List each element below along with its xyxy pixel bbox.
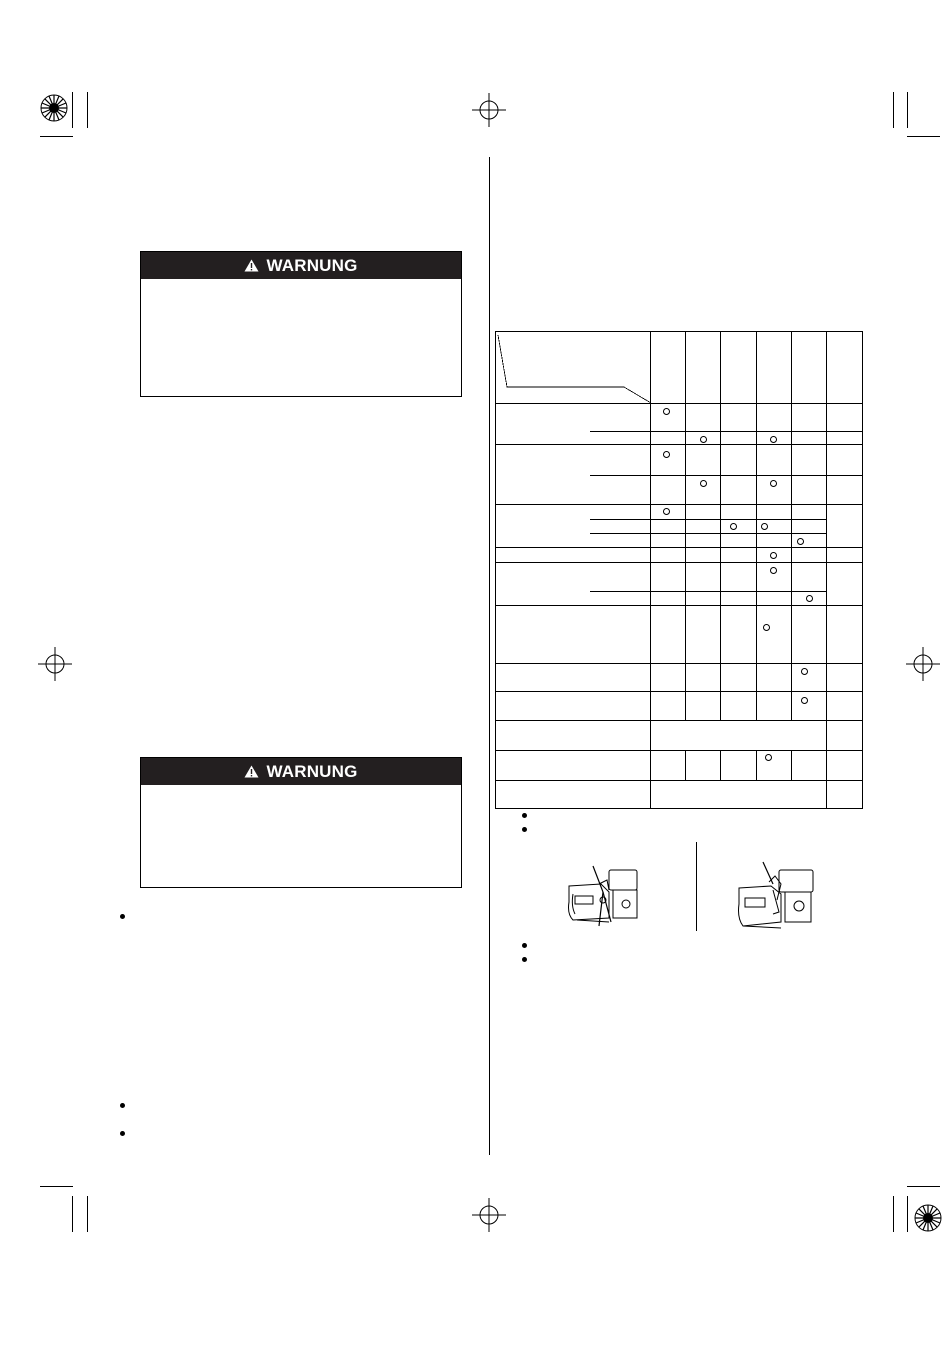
table-marker: [770, 552, 777, 559]
warning-triangle-icon: [244, 259, 259, 272]
registration-mark-icon: [36, 90, 72, 126]
crop-mark: [72, 92, 73, 128]
crop-mark: [72, 1196, 73, 1232]
table-marker: [797, 538, 804, 545]
table-marker: [663, 508, 670, 515]
list-bullet: [522, 943, 527, 948]
crop-mark: [907, 92, 908, 128]
crosshair-icon: [472, 93, 506, 127]
crosshair-icon: [472, 1198, 506, 1232]
crop-mark: [907, 136, 940, 137]
crop-mark: [893, 1196, 894, 1232]
engine-illustration-right: [733, 860, 823, 932]
table-marker: [770, 567, 777, 574]
crop-mark: [893, 92, 894, 128]
table-marker: [663, 451, 670, 458]
registration-mark-icon: [910, 1200, 946, 1236]
table-marker: [763, 624, 770, 631]
list-bullet: [522, 957, 527, 962]
warning-heading: WARNUNG: [266, 255, 358, 275]
crop-mark: [40, 1186, 73, 1187]
table-marker: [700, 436, 707, 443]
crosshair-icon: [38, 647, 72, 681]
engine-illustration-left: [563, 862, 643, 932]
crosshair-icon: [906, 647, 940, 681]
maintenance-schedule-table: [490, 325, 870, 815]
table-marker: [765, 754, 772, 761]
list-bullet: [522, 827, 527, 832]
list-bullet: [120, 1131, 125, 1136]
table-marker: [730, 523, 737, 530]
crop-mark: [87, 92, 88, 128]
list-bullet: [120, 1103, 125, 1108]
warning-heading: WARNUNG: [266, 761, 358, 781]
warning-header: [141, 252, 461, 279]
crop-mark: [40, 136, 73, 137]
warning-box-2: [140, 757, 462, 888]
table-marker: [801, 697, 808, 704]
list-bullet: [120, 914, 125, 919]
crop-mark: [87, 1196, 88, 1232]
warning-box-1: [140, 251, 462, 397]
table-marker: [700, 480, 707, 487]
table-marker: [806, 595, 813, 602]
table-marker: [761, 523, 768, 530]
crop-mark: [907, 1196, 908, 1232]
warning-header: [141, 758, 461, 785]
table-marker: [801, 668, 808, 675]
illustration-divider: [696, 842, 697, 931]
table-marker: [770, 436, 777, 443]
list-bullet: [522, 813, 527, 818]
table-marker: [663, 408, 670, 415]
warning-triangle-icon: [244, 765, 259, 778]
crop-mark: [907, 1186, 940, 1187]
table-marker: [770, 480, 777, 487]
